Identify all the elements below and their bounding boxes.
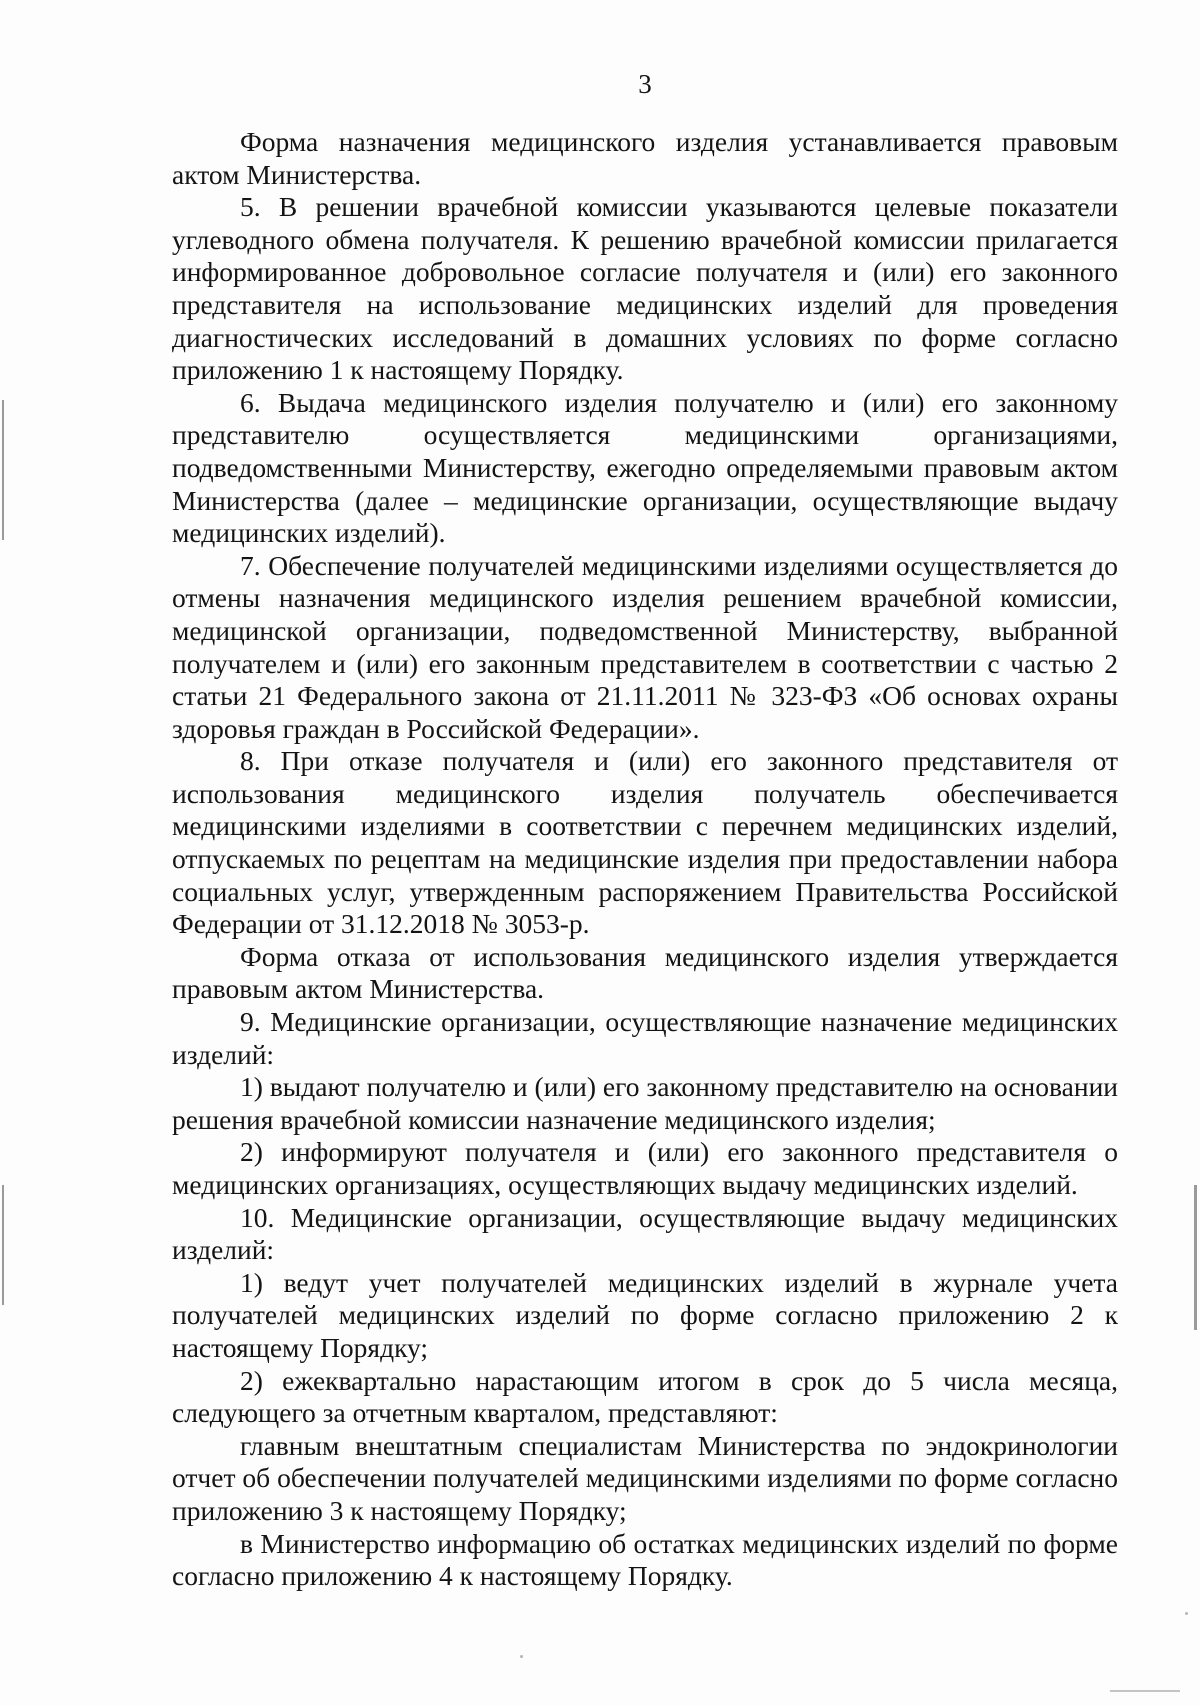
paragraph-item-10-2: 2) ежеквартально нарастающим итогом в срок до 5 числа месяца, следующего за отчетным кварталом, представляют: [172, 1364, 1118, 1429]
paragraph-item-10: 10. Медицинские организации, осуществляющие выдачу медицинских изделий: [172, 1201, 1118, 1266]
scan-edge-mark [2, 1185, 4, 1305]
page-number: 3 [638, 69, 652, 99]
scan-speck [520, 1655, 523, 1658]
scan-speck [1110, 1690, 1180, 1692]
scan-speck [1185, 1612, 1188, 1615]
paragraph-item-7: 7. Обеспечение получателей медицинскими изделиями осуществляется до отмены назначения медицинского изделия решением врачебной комиссии, медицинской организации, подведомственной Министерству, выбранной получателем и (или) его законным представителем в соответствии с частью 2 статьи 21 Федерального закона от 21.11.2011 № 323-ФЗ «Об основах охраны здоровья граждан в Российской Федерации». [172, 549, 1118, 744]
paragraph-report-ministry: в Министерство информацию об остатках медицинских изделий по форме согласно приложению 4 к настоящему Порядку. [172, 1527, 1118, 1592]
scan-edge-mark [2, 400, 4, 540]
scan-edge-mark [1194, 1185, 1197, 1330]
paragraph-item-8: 8. При отказе получателя и (или) его законного представителя от использования медицинского изделия получатель обеспечивается медицинскими изделиями в соответствии с перечнем медицинских изделий, отпускаемых по рецептам на медицинские изделия при предоставлении набора социальных услуг, утвержденным распоряжением Правительства Российской Федерации от 31.12.2018 № 3053-р. [172, 745, 1118, 940]
paragraph-item-6: 6. Выдача медицинского изделия получателю и (или) его законному представителю осуществляется медицинскими организациями, подведомственными Министерству, ежегодно определяемыми правовым актом Министерства (далее – медицинские организации, осуществляющие выдачу медицинских изделий). [172, 386, 1118, 549]
document-body [172, 126, 1118, 1593]
paragraph-item-5: 5. В решении врачебной комиссии указываются целевые показатели углеводного обмена получателя. К решению врачебной комиссии прилагается информированное добровольное согласие получателя и (или) его законного представителя на использование медицинских изделий для проведения диагностических исследований в домашних условиях по форме согласно приложению 1 к настоящему Порядку. [172, 191, 1118, 386]
paragraph-refusal-form: Форма отказа от использования медицинского изделия утверждается правовым актом Министерства. [172, 940, 1118, 1005]
paragraph-item-10-1: 1) ведут учет получателей медицинских изделий в журнале учета получателей медицинских изделий по форме согласно приложению 2 к настоящему Порядку; [172, 1266, 1118, 1363]
paragraph-report-specialists: главным внештатным специалистам Министерства по эндокринологии отчет об обеспечении получателей медицинскими изделиями по форме согласно приложению 3 к настоящему Порядку; [172, 1429, 1118, 1526]
paragraph-item-9: 9. Медицинские организации, осуществляющие назначение медицинских изделий: [172, 1006, 1118, 1070]
paragraph-form-assignment: Форма назначения медицинского изделия устанавливается правовым актом Министерства. [172, 126, 1118, 190]
paragraph-item-9-2: 2) информируют получателя и (или) его законного представителя о медицинских организациях, осуществляющих выдачу медицинских изделий. [172, 1136, 1118, 1200]
paragraph-item-9-1: 1) выдают получателю и (или) его законному представителю на основании решения врачебной комиссии назначение медицинского изделия; [172, 1071, 1118, 1135]
